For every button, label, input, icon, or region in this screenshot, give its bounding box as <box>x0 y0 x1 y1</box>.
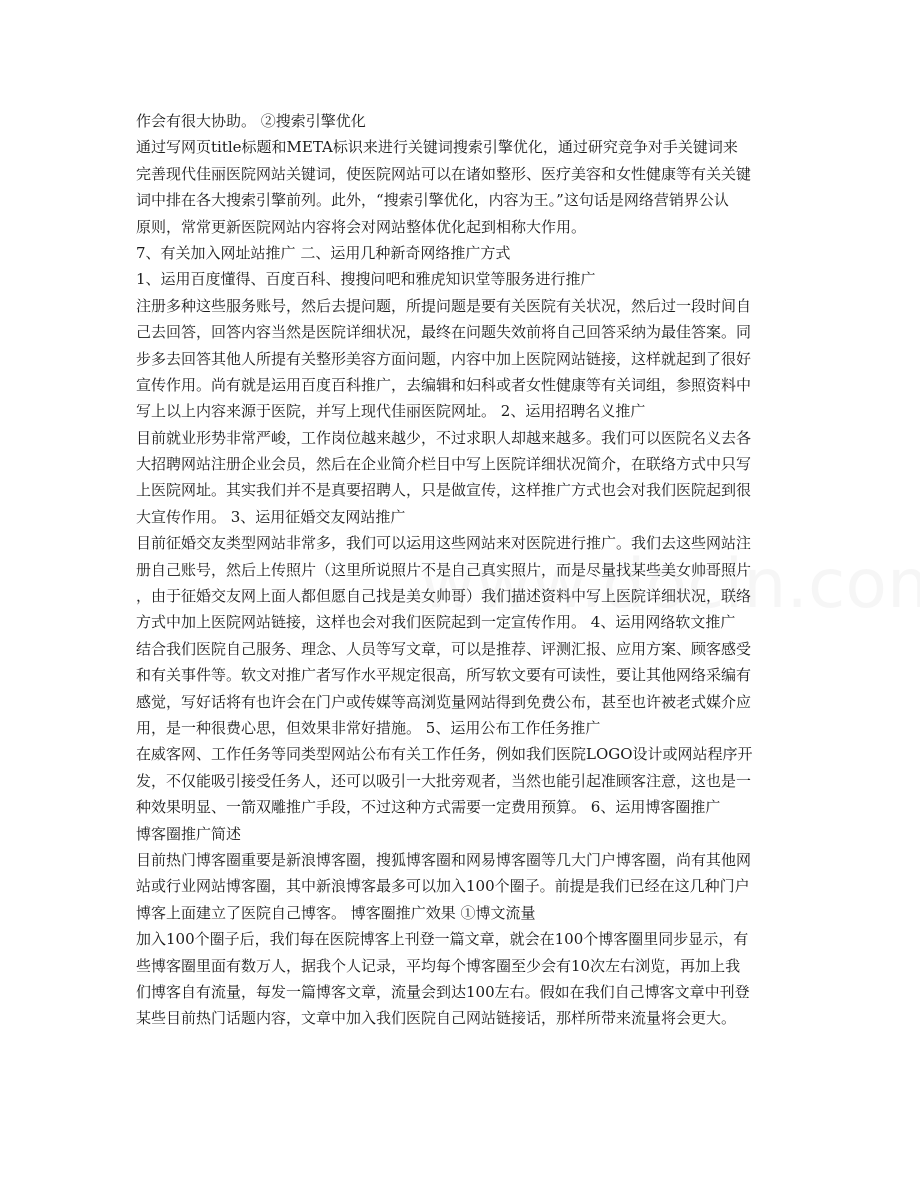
text-line: 些博客圈里面有数万人，据我个人记录，平均每个博客圈至少会有10次左右浏览，再加上我 <box>136 956 741 975</box>
text-line: 站或行业网站博客圈，其中新浪博客最多可以加入100个圈子。前提是我们已经在这几种门户 <box>136 877 750 896</box>
text-line: 们博客自有流量，每发一篇博客文章，流量会到达100左右。假如在我们自己博客文章中刊登 <box>136 982 750 1001</box>
text-line: 完善现代佳丽医院网站关键词，使医院网站可以在诸如整形、医疗美容和女性健康等有关关键 <box>136 164 752 183</box>
text-line: 词中排在各大搜索引擎前列。此外，“搜索引擎优化，内容为王。”这句话是网络营销界公认 <box>136 191 729 210</box>
text-line: 感觉，写好话将有也许会在门户或传媒等高浏览量网站得到免费公布，甚至也许被老式媒介应 <box>136 692 752 711</box>
text-line: 宣传作用。尚有就是运用百度百科推广，去编辑和妇科或者女性健康等有关词组，参照资料中 <box>136 375 752 394</box>
text-line: 注册多种这些服务账号，然后去提问题，所提问题是要有关医院有关状况，然后过一段时间自 <box>136 296 752 315</box>
text-line: 目前征婚交友类型网站非常多，我们可以运用这些网站来对医院进行推广。我们去这些网站注 <box>136 534 752 553</box>
text-line: 册自己账号，然后上传照片（这里所说照片不是自己真实照片，而是尽量找某些美女帅哥照片 <box>136 560 752 579</box>
text-line: 种效果明显、一箭双雕推广手段，不过这种方式需要一定费用预算。 6、运用博客圈推广 <box>136 798 721 817</box>
text-line: ，由于征婚交友网上面人都但愿自己找是美女帅哥）我们描述资料中写上医院详细状况，联络 <box>136 587 752 606</box>
text-line: 上医院网址。其实我们并不是真要招聘人，只是做宣传，这样推广方式也会对我们医院起到很 <box>136 481 752 500</box>
text-line: 原则，常常更新医院网站内容将会对网站整体优化起到相称大作用。 <box>136 217 587 236</box>
text-line: 加入100个圈子后，我们每在医院博客上刊登一篇文章，就会在100个博客圈里同步显示，有 <box>136 930 749 949</box>
text-line: 博客圈推广简述 <box>136 824 242 843</box>
text-line: 步多去回答其他人所提有关整形美容方面问题，内容中加上医院网站链接，这样就起到了很好 <box>136 349 752 368</box>
text-line: 大宣传作用。 3、运用征婚交友网站推广 <box>136 507 406 526</box>
body-text <box>136 108 786 1032</box>
text-line: 方式中加上医院网站链接，这样也会对我们医院起到一定宣传作用。 4、运用网络软文推广 <box>136 613 736 632</box>
text-line: 发，不仅能吸引接受任务人，还可以吸引一大批旁观者，当然也能引起准顾客注意，这也是一 <box>136 771 752 790</box>
text-line: 用，是一种很费心思，但效果非常好措施。 5、运用公布工作任务推广 <box>136 718 601 737</box>
text-line: 己去回答，回答内容当然是医院详细状况，最终在问题失效前将自己回答采纳为最佳答案。同 <box>136 323 752 342</box>
text-line: 1、运用百度懂得、百度百科、搜搜问吧和雅虎知识堂等服务进行推广 <box>136 270 596 289</box>
text-line: 写上以上内容来源于医院，并写上现代佳丽医院网址。 2、运用招聘名义推广 <box>136 402 646 421</box>
text-line: 结合我们医院自己服务、理念、人员等写文章，可以是推荐、评测汇报、应用方案、顾客感受 <box>136 639 752 658</box>
text-line: 某些目前热门话题内容，文章中加入我们医院自己网站链接话，那样所带来流量将会更大。 <box>136 1009 737 1028</box>
text-line: 和有关事件等。软文对推广者写作水平规定很高，所写软文要有可读性，要让其他网络采编有 <box>136 666 752 685</box>
text-line: 博客上面建立了医院自己博客。 博客圈推广效果 ①博文流量 <box>136 903 536 922</box>
text-line: 目前就业形势非常严峻，工作岗位越来越少，不过求职人却越来越多。我们可以医院名义去各 <box>136 428 752 447</box>
text-line: 在威客网、工作任务等同类型网站公布有关工作任务，例如我们医院LOGO设计或网站程序开 <box>136 745 753 764</box>
text-line: 7、有关加入网址站推广 二、运用几种新奇网络推广方式 <box>136 243 511 262</box>
text-line: 作会有很大协助。 ②搜索引擎优化 <box>136 112 366 130</box>
text-line: 目前热门博客圈重要是新浪博客圈，搜狐博客圈和网易博客圈等几大门户博客圈，尚有其他网 <box>136 850 752 869</box>
text-line: 通过写网页title标题和META标识来进行关键词搜索引擎优化，通过研究竞争对手关键词来 <box>136 138 738 157</box>
text-line: 大招聘网站注册企业会员，然后在企业简介栏目中写上医院详细状况简介，在联络方式中只写 <box>136 455 752 474</box>
